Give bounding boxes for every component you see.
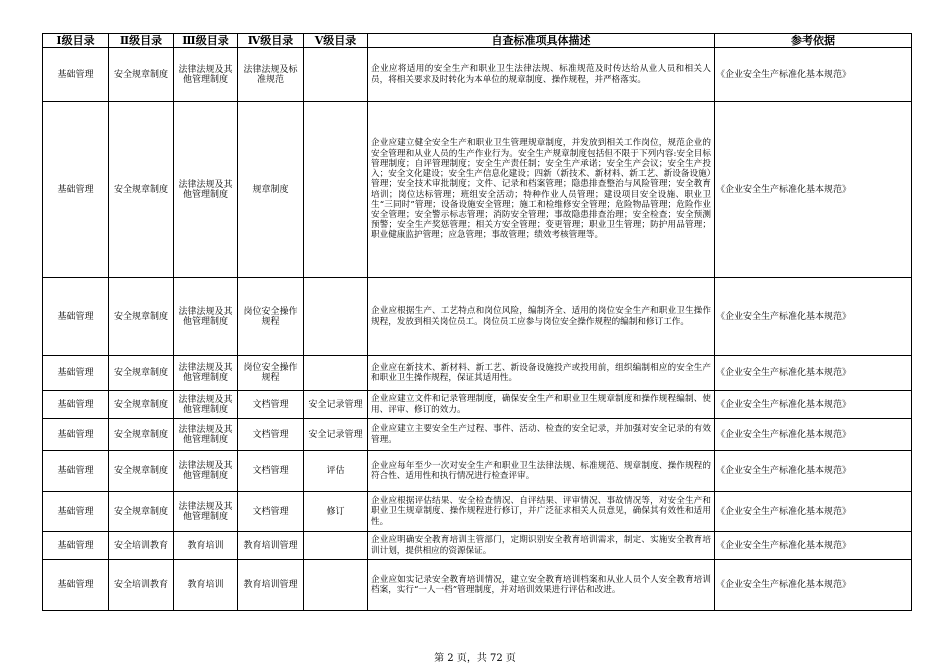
cell-level5 <box>304 532 368 560</box>
header-level4: Ⅳ级目录 <box>238 34 304 48</box>
cell-level4: 文档管理 <box>238 391 304 419</box>
header-description: 自查标准项具体描述 <box>368 34 715 48</box>
header-reference: 参考依据 <box>715 34 912 48</box>
cell-reference: 《企业安全生产标准化基本规范》 <box>715 391 912 419</box>
cell-level1: 基础管理 <box>43 560 109 611</box>
table-row <box>43 492 912 532</box>
cell-reference: 《企业安全生产标准化基本规范》 <box>715 48 912 102</box>
cell-level5 <box>304 356 368 391</box>
cell-level3: 法律法规及其他管理制度 <box>174 391 238 419</box>
cell-description: 企业应建立文件和记录管理制度，确保安全生产和职业卫生规章制度和操作规程编制、使用、评审、修订的效力。 <box>368 391 715 419</box>
cell-level4: 法律法规及标准规范 <box>238 48 304 102</box>
checklist-table <box>42 33 912 611</box>
header-level5: Ⅴ级目录 <box>304 34 368 48</box>
cell-level3: 法律法规及其他管理制度 <box>174 419 238 451</box>
table-header-row <box>43 34 912 48</box>
cell-level1: 基础管理 <box>43 278 109 356</box>
cell-reference: 《企业安全生产标准化基本规范》 <box>715 532 912 560</box>
cell-reference: 《企业安全生产标准化基本规范》 <box>715 419 912 451</box>
page-number: 第 2 页，共 72 页 <box>434 653 516 664</box>
cell-level1: 基础管理 <box>43 391 109 419</box>
table-row <box>43 278 912 356</box>
cell-level2: 安全规章制度 <box>109 391 174 419</box>
cell-level3: 教育培训 <box>174 560 238 611</box>
cell-level5: 评估 <box>304 451 368 492</box>
table-row <box>43 102 912 278</box>
cell-description: 企业应如实记录安全教育培训情况，建立安全教育培训档案和从业人员个人安全教育培训档案，实行“一人一档”管理制度，并对培训效果进行评估和改进。 <box>368 560 715 611</box>
cell-level4: 岗位安全操作规程 <box>238 278 304 356</box>
cell-level2: 安全培训教育 <box>109 560 174 611</box>
cell-level2: 安全规章制度 <box>109 492 174 532</box>
cell-level2: 安全规章制度 <box>109 419 174 451</box>
cell-level1: 基础管理 <box>43 356 109 391</box>
table-row <box>43 532 912 560</box>
cell-level2: 安全规章制度 <box>109 356 174 391</box>
cell-reference: 《企业安全生产标准化基本规范》 <box>715 356 912 391</box>
cell-level1: 基础管理 <box>43 419 109 451</box>
cell-level4: 文档管理 <box>238 492 304 532</box>
cell-level3: 法律法规及其他管理制度 <box>174 451 238 492</box>
cell-level3: 法律法规及其他管理制度 <box>174 48 238 102</box>
table-row <box>43 419 912 451</box>
cell-level5: 修订 <box>304 492 368 532</box>
table-row <box>43 391 912 419</box>
cell-description: 企业应建立主要安全生产过程、事件、活动、检查的安全记录，并加强对安全记录的有效管理。 <box>368 419 715 451</box>
cell-level2: 安全规章制度 <box>109 48 174 102</box>
cell-level1: 基础管理 <box>43 451 109 492</box>
cell-level4: 文档管理 <box>238 451 304 492</box>
cell-level3: 教育培训 <box>174 532 238 560</box>
cell-description: 企业应每年至少一次对安全生产和职业卫生法律法规、标准规范、规章制度、操作规程的符合性、适用性和执行情况进行检查评审。 <box>368 451 715 492</box>
cell-description: 企业应将适用的安全生产和职业卫生法律法规、标准规范及时传达给从业人员和相关人员，将相关要求及时转化为本单位的规章制度、操作规程，并严格落实。 <box>368 48 715 102</box>
header-level2: Ⅱ级目录 <box>109 34 174 48</box>
cell-level5 <box>304 48 368 102</box>
cell-reference: 《企业安全生产标准化基本规范》 <box>715 560 912 611</box>
cell-description: 企业应在新技术、新材料、新工艺、新设备设施投产或投用前，组织编制相应的安全生产和职业卫生操作规程，保证其适用性。 <box>368 356 715 391</box>
cell-level3: 法律法规及其他管理制度 <box>174 102 238 278</box>
cell-level3: 法律法规及其他管理制度 <box>174 492 238 532</box>
cell-reference: 《企业安全生产标准化基本规范》 <box>715 102 912 278</box>
cell-level2: 安全规章制度 <box>109 451 174 492</box>
cell-level5 <box>304 102 368 278</box>
cell-level1: 基础管理 <box>43 532 109 560</box>
header-level3: Ⅲ级目录 <box>174 34 238 48</box>
cell-level1: 基础管理 <box>43 48 109 102</box>
cell-level3: 法律法规及其他管理制度 <box>174 278 238 356</box>
cell-level5: 安全记录管理 <box>304 391 368 419</box>
cell-description: 企业应建立健全安全生产和职业卫生管理规章制度，并发放到相关工作岗位，规范企业的安全管理和从业人员的生产作业行为。安全生产规章制度包括但不限于下列内容:安全目标管理制度；自评管理制度；安全生产责任制；安全生产承诺；安全生产会议；安全生产投入；安全文化建设；安全生产信息化建设；四新（新技术、新材料、新工艺、新设备设施）管理；安全技术审批制度；文件、记录和档案管理；隐患排查整治与风险管理；安全教育培训；岗位达标管理；班组安全活动；特种作业人员管理；建设项目安全设施、职业卫生“三同时”管理；设备设施安全管理；施工和检维修安全管理；危险物品管理；危险作业安全管理；安全警示标志管理；消防安全管理；事故隐患排查治理；安全检查；安全预测预警；安全生产奖惩管理；相关方安全管理；变更管理；职业卫生管理；防护用品管理；职业健康监护管理；应急管理；事故管理；绩效考核管理等。 <box>368 102 715 278</box>
cell-level2: 安全规章制度 <box>109 102 174 278</box>
cell-level4: 教育培训管理 <box>238 532 304 560</box>
table-row <box>43 356 912 391</box>
cell-level1: 基础管理 <box>43 492 109 532</box>
cell-description: 企业应根据评估结果、安全检查情况、自评结果、评审情况、事故情况等，对安全生产和职业卫生规章制度、操作规程进行修订，并广泛征求相关人员意见，确保其有效性和适用性。 <box>368 492 715 532</box>
cell-level4: 规章制度 <box>238 102 304 278</box>
cell-description: 企业应明确安全教育培训主管部门，定期识别安全教育培训需求，制定、实施安全教育培训计划，提供相应的资源保证。 <box>368 532 715 560</box>
cell-description: 企业应根据生产、工艺特点和岗位风险，编制齐全、适用的岗位安全生产和职业卫生操作规程，发放到相关岗位员工。岗位员工应参与岗位安全操作规程的编制和修订工作。 <box>368 278 715 356</box>
cell-level2: 安全培训教育 <box>109 532 174 560</box>
cell-reference: 《企业安全生产标准化基本规范》 <box>715 492 912 532</box>
table-row <box>43 48 912 102</box>
cell-level4: 教育培训管理 <box>238 560 304 611</box>
table-row <box>43 560 912 611</box>
cell-level4: 岗位安全操作规程 <box>238 356 304 391</box>
cell-level1: 基础管理 <box>43 102 109 278</box>
cell-level5 <box>304 560 368 611</box>
cell-level4: 文档管理 <box>238 419 304 451</box>
header-level1: Ⅰ级目录 <box>43 34 109 48</box>
cell-level2: 安全规章制度 <box>109 278 174 356</box>
cell-reference: 《企业安全生产标准化基本规范》 <box>715 278 912 356</box>
cell-level5 <box>304 278 368 356</box>
table-row <box>43 451 912 492</box>
cell-level5: 安全记录管理 <box>304 419 368 451</box>
cell-reference: 《企业安全生产标准化基本规范》 <box>715 451 912 492</box>
cell-level3: 法律法规及其他管理制度 <box>174 356 238 391</box>
